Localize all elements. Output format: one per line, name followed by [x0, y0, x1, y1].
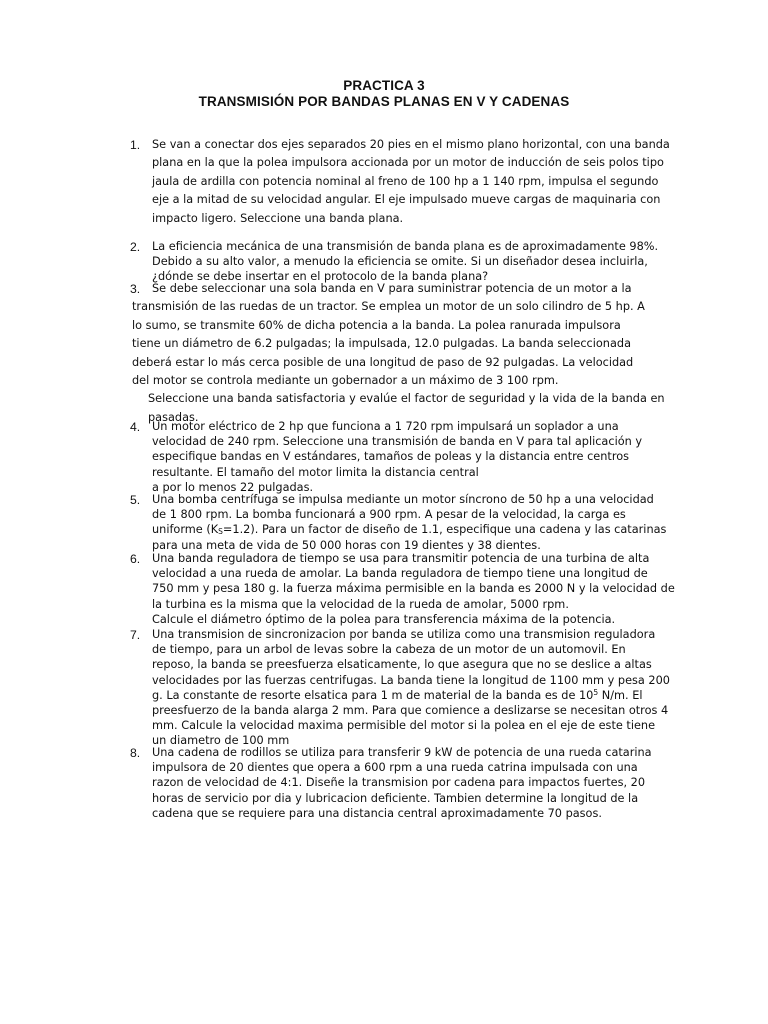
text-line: velocidad de 240 rpm. Seleccione una transmisión de banda en V para tal aplicación y	[152, 435, 643, 449]
text-line: transmisión de las ruedas de un tractor. Se emplea un motor de un solo cilindro de 5 hp. A	[132, 300, 645, 314]
problem-number: 2.	[130, 240, 141, 254]
problem-text	[152, 492, 667, 553]
text-line: Debido a su alto valor, a menudo la eficiencia se omite. Si un diseñador desea incluirla,	[152, 255, 648, 269]
text-line: Se van a conectar dos ejes separados 20 pies en el mismo plano horizontal, con una banda	[152, 138, 670, 151]
problem-number: 4.	[130, 420, 141, 434]
text-line: 750 mm y pesa 180 g. la fuerza máxima permisible en la banda es 2000 N y la velocidad de	[152, 582, 675, 596]
page-title: PRACTICA 3	[343, 78, 425, 93]
text-line: lo sumo, se transmite 60% de dicha potencia a la banda. La polea ranurada impulsora	[132, 318, 621, 332]
text-line: a por lo menos 22 pulgadas.	[152, 480, 314, 494]
problem-number: 7.	[130, 628, 141, 642]
problem-number: 8.	[130, 746, 141, 760]
text-line: de tiempo, para un arbol de levas sobre la cabeza de un motor de un automovil. En	[152, 643, 626, 657]
text-line: Un motor eléctrico de 2 hp que funciona a 1 720 rpm impulsará un soplador a una	[152, 420, 619, 433]
text-line: Se debe seleccionar una sola banda en V para suministrar potencia de un motor a la	[152, 282, 632, 295]
text-line: preesfuerzo de la banda alarga 2 mm. Para que comience a deslizarse se necesitan otros 4	[152, 704, 669, 718]
subscript: S	[218, 527, 223, 537]
text-fragment: N/m. El	[598, 688, 643, 702]
text-line: pasadas.	[148, 410, 199, 424]
problem-number: 1.	[130, 138, 141, 152]
text-line: reposo, la banda se preesfuerza elsaticamente, lo que asegura que no se deslice a altas	[152, 658, 652, 672]
problem-text	[152, 551, 675, 627]
text-line: tiene un diámetro de 6.2 pulgadas; la impulsada, 12.0 pulgadas. La banda seleccionada	[132, 337, 631, 351]
text-line: un diametro de 100 mm	[152, 734, 290, 748]
text-fragment: uniforme (K	[152, 523, 219, 537]
text-line: especifique bandas en V estándares, tamaños de poleas y la distancia entre centros	[152, 450, 630, 464]
problem-text	[152, 419, 662, 495]
text-line: la turbina es la misma que la velocidad de la rueda de amolar, 5000 rpm.	[152, 597, 569, 611]
problem-text	[152, 239, 662, 285]
text-line: para una meta de vida de 50 000 horas con 19 dientes y 38 dientes.	[152, 538, 541, 552]
text-line: impacto ligero. Seleccione una banda plana.	[152, 211, 404, 225]
text-line: cadena que se requiere para una distancia central aproximadamente 70 pasos.	[152, 806, 602, 820]
text-fragment: =1.2). Para un factor de diseño de 1.1, especifique una cadena y las catarinas	[222, 523, 667, 537]
text-line: Una bomba centrífuga se impulsa mediante un motor síncrono de 50 hp a una velocidad	[152, 493, 654, 506]
problem-number: 6.	[130, 552, 141, 566]
page-subtitle: TRANSMISIÓN POR BANDAS PLANAS EN V Y CADENAS	[198, 94, 570, 109]
text-line: plana en la que la polea impulsora accionada por un motor de inducción de seis polos tipo	[152, 156, 664, 170]
text-line: impulsora de 20 dientes que opera a 600 rpm a una rueda catrina impulsada con una	[152, 761, 638, 775]
text-line: ¿dónde se debe insertar en el protocolo de la banda plana?	[152, 270, 489, 284]
text-line: de 1 800 rpm. La bomba funcionará a 900 rpm. A pesar de la velocidad, la carga es	[152, 508, 626, 522]
text-line: Una cadena de rodillos se utiliza para transferir 9 kW de potencia de una rueda catarina	[152, 746, 652, 759]
text-line: Seleccione una banda satisfactoria y evalúe el factor de seguridad y la vida de la banda en	[148, 392, 665, 406]
problem-text	[152, 627, 670, 749]
text-fragment: g. La constante de resorte elsatica para 1 m de material de la banda es de 10	[152, 688, 594, 702]
text-line: Una banda reguladora de tiempo se usa para transmitir potencia de una turbina de alta	[152, 552, 650, 565]
text-line: Una transmision de sincronizacion por banda se utiliza como una transmision reguladora	[152, 628, 656, 641]
text-line: Calcule el diámetro óptimo de la polea para transferencia máxima de la potencia.	[152, 612, 616, 626]
text-line	[152, 688, 662, 703]
text-line	[152, 522, 667, 537]
text-line: velocidades por las fuerzas centrifugas. La banda tiene la longitud de 1100 mm y pesa 200	[152, 673, 670, 687]
problem-text	[152, 745, 662, 821]
text-line: jaula de ardilla con potencia nominal al freno de 100 hp a 1 140 rpm, impulsa el segundo	[152, 174, 659, 188]
superscript: 5	[593, 687, 599, 697]
text-line: velocidad a una rueda de amolar. La banda reguladora de tiempo tiene una longitud de	[152, 567, 648, 581]
text-line: eje a la mitad de su velocidad angular. El eje impulsado mueve cargas de maquinaria con	[152, 193, 661, 207]
text-line: deberá estar lo más cerca posible de una longitud de paso de 92 pulgadas. La velocidad	[132, 355, 634, 369]
problem-number: 3.	[130, 282, 141, 296]
problem-number: 5.	[130, 493, 141, 507]
text-line: resultante. El tamaño del motor limita la distancia central	[152, 465, 479, 479]
problem-text	[152, 136, 670, 228]
text-line: La eficiencia mecánica de una transmisión de banda plana es de aproximadamente 98%.	[152, 240, 659, 253]
text-line: razon de velocidad de 4:1. Diseñe la transmision por cadena para impactos fuertes, 20	[152, 776, 646, 790]
problem-text	[132, 280, 665, 427]
text-line: del motor se controla mediante un gobernador a un máximo de 3 100 rpm.	[132, 374, 559, 388]
text-line: mm. Calcule la velocidad maxima permisible del motor si la polea en el eje de este tiene	[152, 719, 656, 733]
text-line: horas de servicio por dia y lubricacion deficiente. Tambien determine la longitud de la	[152, 791, 639, 805]
